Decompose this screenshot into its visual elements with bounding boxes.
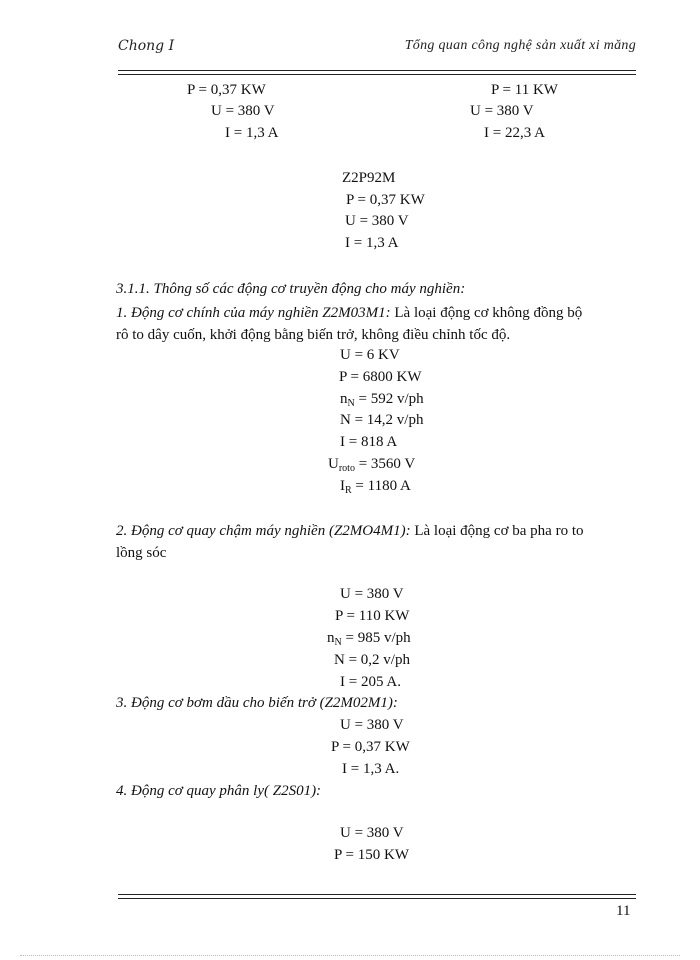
item3-heading: 3. Động cơ bơm dầu cho biến trở (Z2M02M1): <box>116 695 398 711</box>
item4-spec-u: U = 380 V <box>340 825 404 841</box>
top-right-spec-u: U = 380 V <box>470 103 534 119</box>
item1-paragraph <box>116 302 638 346</box>
top-left-spec-p: P = 0,37 KW <box>187 82 266 98</box>
item2-spec-nn: $n_N = 985$ v/ph <box>327 630 411 648</box>
item2-text-b: lồng sóc <box>116 545 167 561</box>
item3-spec-u: U = 380 V <box>340 717 404 733</box>
running-title: Tổng quan công nghệ sản xuất xi măng <box>404 38 636 53</box>
header-rule-top <box>118 70 636 71</box>
item3-spec-i: I = 1,3 A. <box>342 761 400 777</box>
z2p92m-spec-p: P = 0,37 KW <box>346 192 425 208</box>
header-rule-bottom <box>118 74 636 75</box>
item4-spec-p: P = 150 KW <box>334 847 409 863</box>
item2-spec-p: P = 110 KW <box>335 608 410 624</box>
item2-paragraph <box>116 520 638 564</box>
item1-heading: 1. Động cơ chính của máy nghiền Z2M03M1: <box>116 305 391 321</box>
item1-spec-ir: $I_R = 1180$ A <box>340 478 411 496</box>
z2p92m-spec-u: U = 380 V <box>345 213 409 229</box>
item1-spec-urotor: $U_{roto} = 3560$ V <box>328 456 416 474</box>
item2-text-a: Là loại động cơ ba pha ro to <box>410 523 584 539</box>
footer-rule-bottom <box>118 898 636 899</box>
top-right-spec-p: P = 11 KW <box>491 82 558 98</box>
item3-spec-p: P = 0,37 KW <box>331 739 410 755</box>
item1-spec-p: P = 6800 KW <box>339 369 422 385</box>
item1-text-a: Là loại động cơ không đồng bộ <box>390 305 583 321</box>
item2-heading: 2. Động cơ quay chậm máy nghiền (Z2MO4M1): <box>116 523 411 539</box>
item1-spec-nn: $n_N = 592$ v/ph <box>340 391 424 409</box>
item1-text-b: rô to dây cuốn, khởi động bằng biến trở, không điều chỉnh tốc độ. <box>116 327 511 343</box>
chapter-label: Chong I <box>118 38 175 54</box>
z2p92m-name: Z2P92M <box>342 170 396 186</box>
top-left-spec-u: U = 380 V <box>211 103 275 119</box>
top-left-spec-i: I = 1,3 A <box>225 125 279 141</box>
footer-rule-top <box>118 894 636 895</box>
item1-spec-i: I = 818 A <box>340 434 398 450</box>
page-edge-divider <box>20 955 680 956</box>
page-number: 11 <box>616 903 631 919</box>
item4-heading: 4. Động cơ quay phân ly( Z2S01): <box>116 783 322 799</box>
z2p92m-spec-i: I = 1,3 A <box>345 235 399 251</box>
item1-spec-n: N = 14,2 v/ph <box>340 412 424 428</box>
item2-spec-n: N = 0,2 v/ph <box>334 652 410 668</box>
section-heading: 3.1.1. Thông số các động cơ truyền động cho máy nghiền: <box>116 281 466 297</box>
item2-spec-i: I = 205 A. <box>340 674 401 690</box>
top-right-spec-i: I = 22,3 A <box>484 125 545 141</box>
item2-spec-u: U = 380 V <box>340 586 404 602</box>
item1-spec-u: U = 6 KV <box>340 347 400 363</box>
